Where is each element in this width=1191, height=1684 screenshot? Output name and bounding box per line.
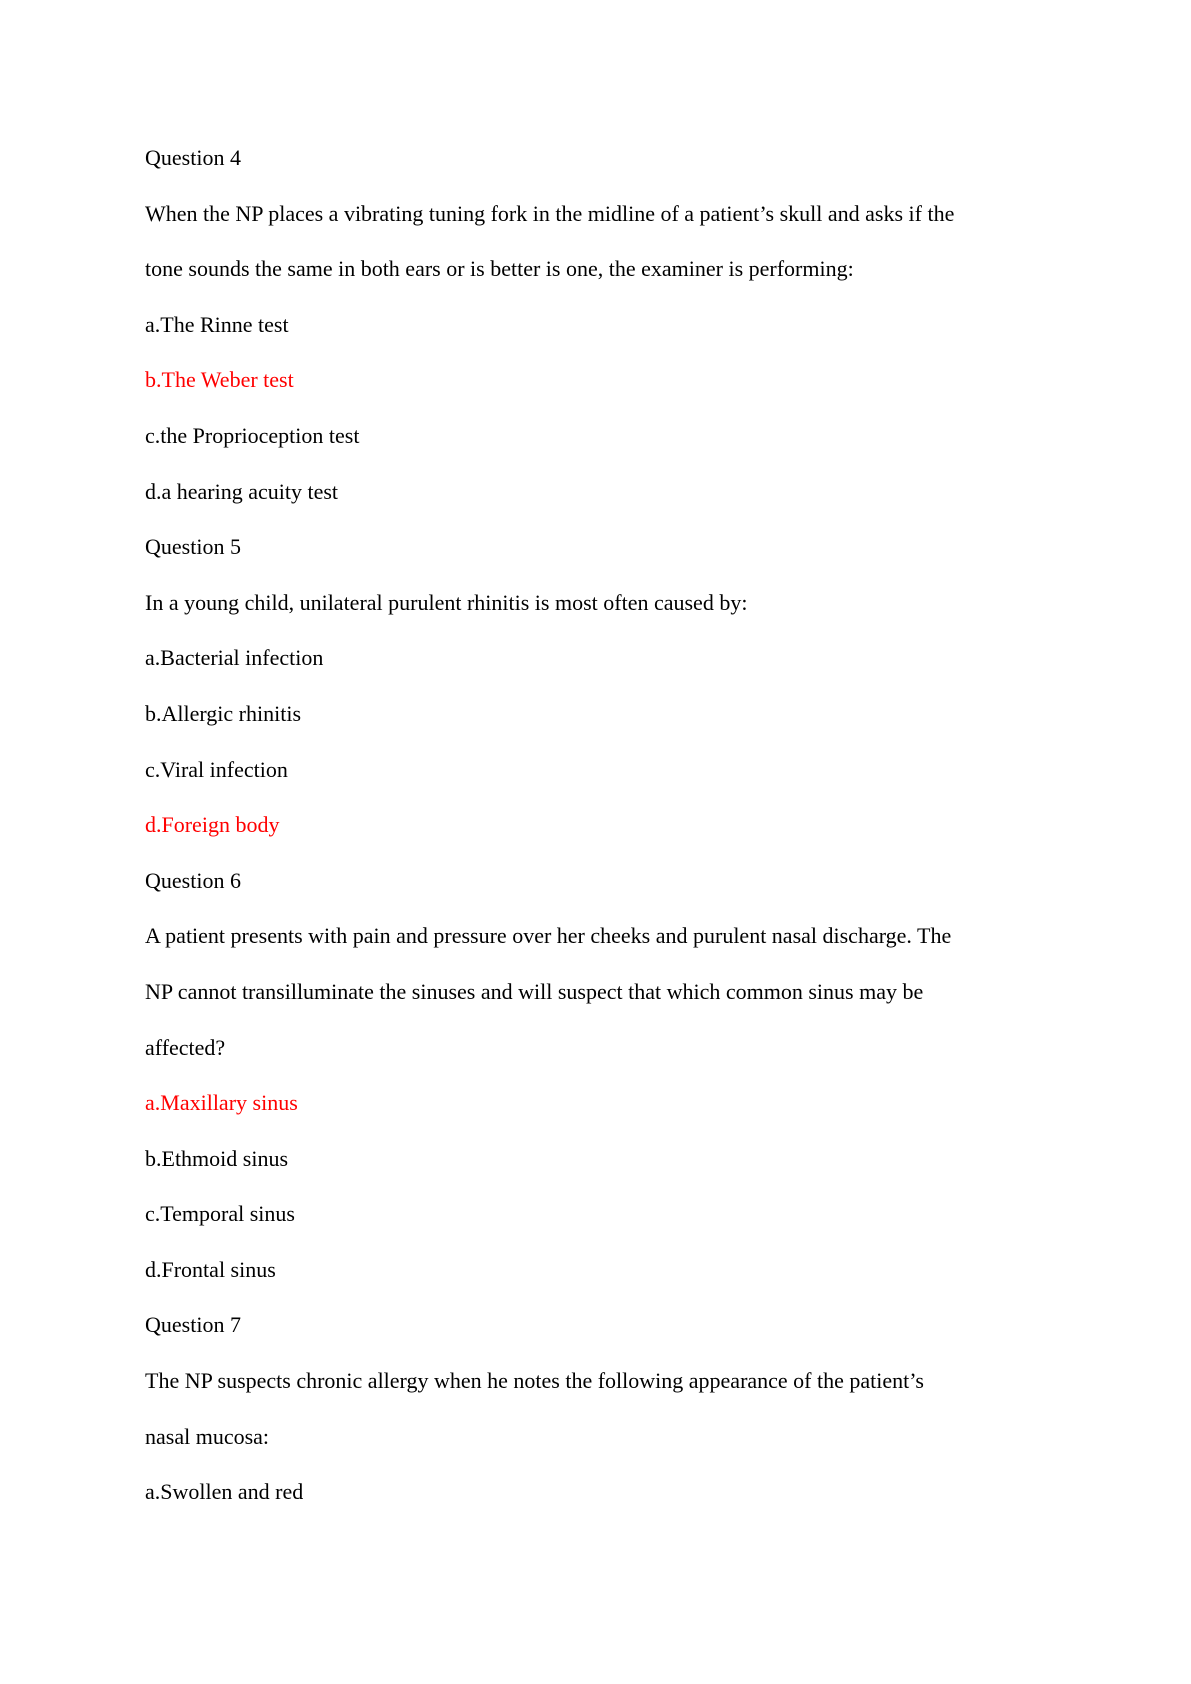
question-title: Question 4	[145, 145, 241, 170]
question-stem-line: A patient presents with pain and pressure over her cheeks and purulent nasal discharge. The	[145, 923, 952, 949]
answer-option: d.Frontal sinus	[145, 1256, 276, 1282]
question-title: Question 5	[145, 534, 241, 560]
answer-option: c.Viral infection	[145, 756, 288, 782]
answer-option: b.Allergic rhinitis	[145, 700, 302, 726]
question-stem-line: NP cannot transilluminate the sinuses and will suspect that which common sinus may be	[145, 978, 924, 1004]
answer-option: a.The Rinne test	[145, 311, 289, 337]
question-title: Question 7	[145, 1312, 241, 1338]
question-stem-line: The NP suspects chronic allergy when he notes the following appearance of the patient’s	[145, 1368, 924, 1394]
answer-option: b.The Weber test	[145, 367, 294, 393]
answer-option: a.Swollen and red	[145, 1479, 304, 1505]
question-stem-line: nasal mucosa:	[145, 1423, 270, 1449]
answer-option: a.Maxillary sinus	[145, 1090, 298, 1116]
question-stem-line: tone sounds the same in both ears or is better is one, the examiner is performing:	[145, 256, 854, 282]
question-stem-line: affected?	[145, 1034, 226, 1060]
answer-option: a.Bacterial infection	[145, 645, 324, 671]
question-stem-line: In a young child, unilateral purulent rhinitis is most often caused by:	[145, 589, 748, 615]
answer-option: b.Ethmoid sinus	[145, 1145, 289, 1171]
question-stem-line: When the NP places a vibrating tuning fork in the midline of a patient’s skull and asks if the	[145, 200, 955, 226]
question-title: Question 6	[145, 867, 241, 893]
answer-option: c.the Proprioception test	[145, 422, 360, 448]
answer-option: d.a hearing acuity test	[145, 478, 339, 504]
answer-option: c.Temporal sinus	[145, 1201, 295, 1227]
page-content	[145, 138, 1045, 1528]
answer-option: d.Foreign body	[145, 812, 280, 838]
